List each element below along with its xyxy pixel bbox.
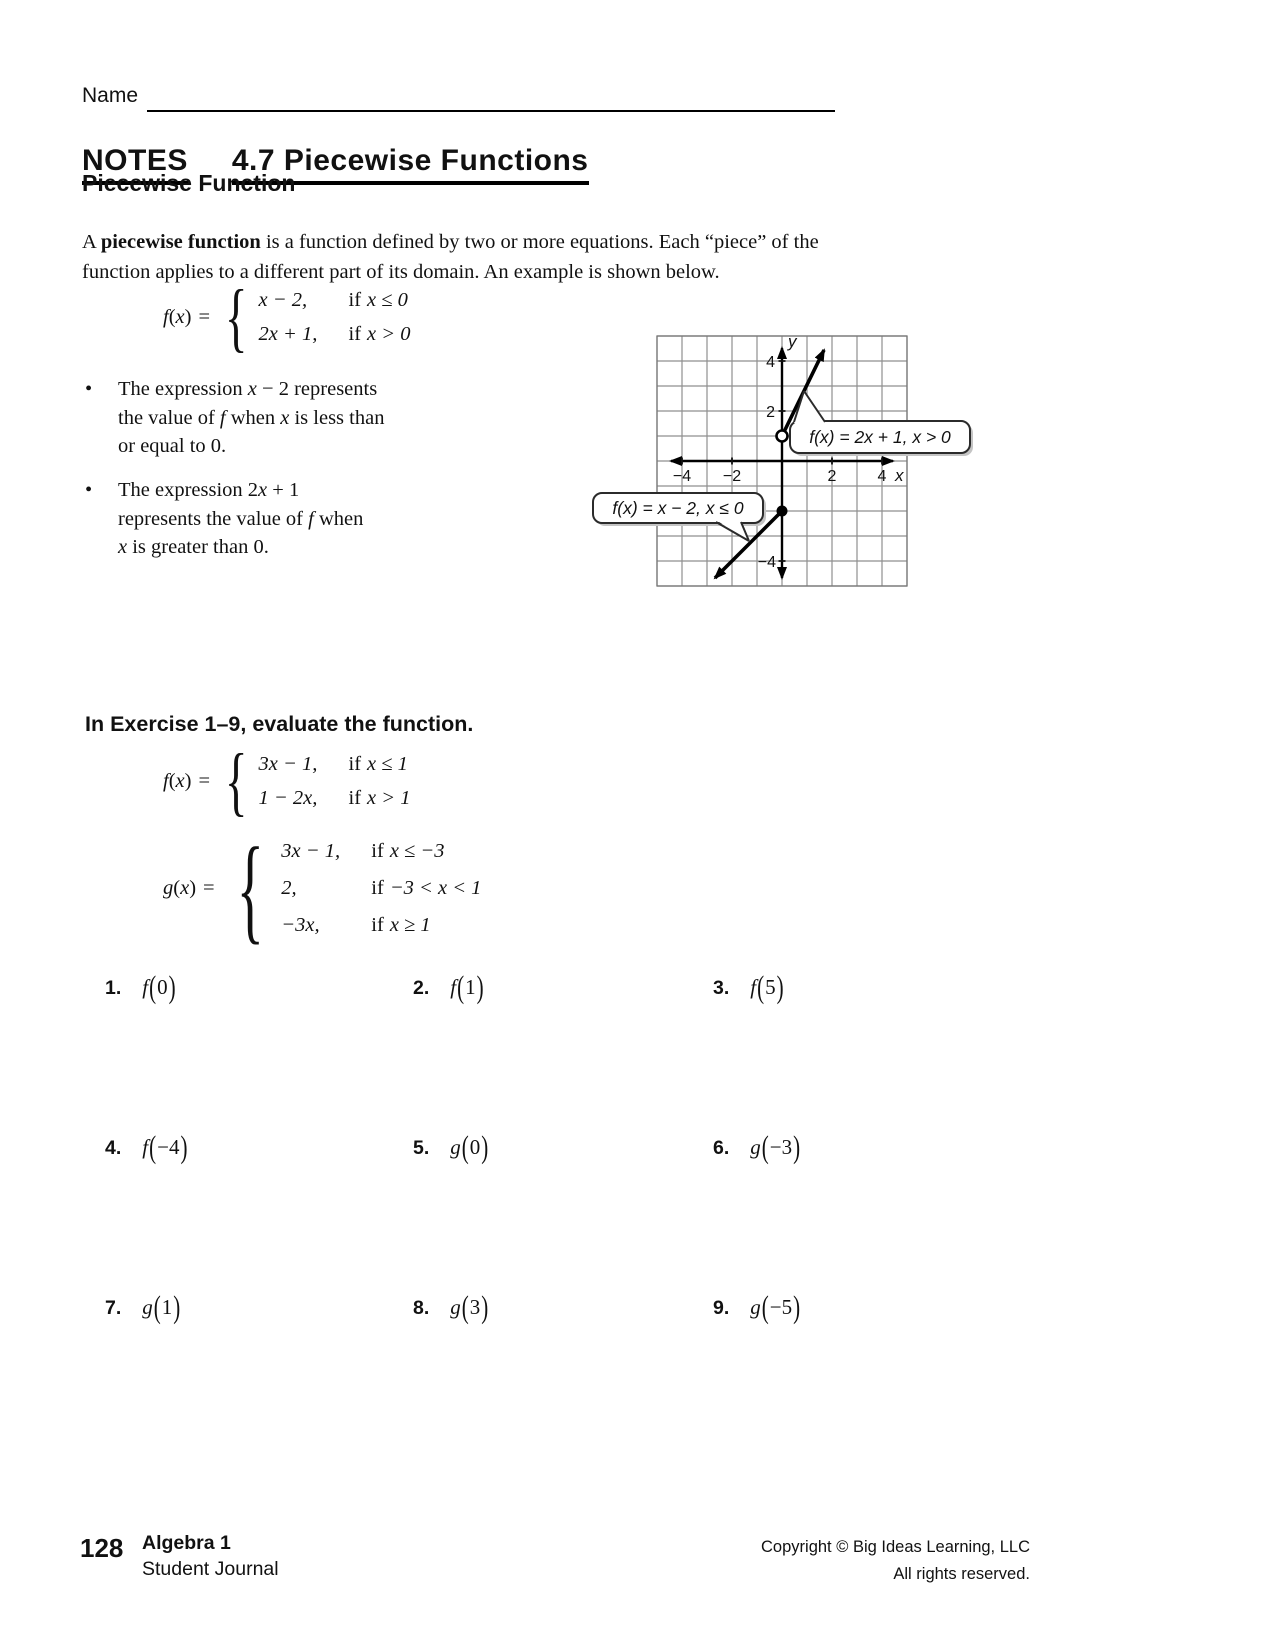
closed-endpoint bbox=[777, 506, 788, 517]
footer-book-title: Algebra 1 bbox=[142, 1532, 231, 1554]
footer-journal: Student Journal bbox=[142, 1558, 279, 1580]
y-axis-label: y bbox=[788, 332, 797, 351]
exercise-item-2: 2. f(1) bbox=[413, 968, 484, 1005]
exercise-item-8: 8. g(3) bbox=[413, 1288, 489, 1325]
case-row: 2x + 1, if x > 0 bbox=[258, 323, 411, 345]
example-piecewise-definition: f(x) = { x − 2, if x ≤ 0 2x + 1, if x > 0 bbox=[163, 274, 411, 360]
intro-text: is a function defined by two or more equations. Each “piece” of the function applies to a different part of its domain. An example is shown below. bbox=[82, 230, 819, 283]
bullet-marker: • bbox=[85, 479, 93, 501]
y-tick-label: −4 bbox=[757, 554, 776, 571]
open-endpoint bbox=[777, 431, 788, 442]
y-tick-label: 4 bbox=[766, 354, 775, 371]
callout-lower-label: f(x) = x − 2, x ≤ 0 bbox=[612, 498, 744, 518]
x-tick-label: −2 bbox=[722, 468, 742, 485]
name-blank-line bbox=[147, 86, 835, 112]
x-tick-label: 4 bbox=[877, 468, 887, 485]
exercise-item-7: 7. g(1) bbox=[105, 1288, 181, 1325]
callout-lower bbox=[593, 493, 766, 541]
case-row: −3x, if x ≥ 1 bbox=[281, 914, 431, 936]
function-lhs: g(x) = bbox=[163, 877, 215, 899]
y-tick-label: 2 bbox=[766, 404, 775, 421]
intro-text: A bbox=[82, 230, 101, 253]
name-label: Name bbox=[82, 84, 139, 107]
x-tick-label: −4 bbox=[672, 468, 692, 485]
intro-paragraph bbox=[82, 227, 870, 287]
exercise-function-g: g(x) = { 3x − 1, if x ≤ −3 2, if −3 < x < 1 −3x, if x ≥ 1 bbox=[163, 821, 482, 955]
page-title-notes: NOTES bbox=[82, 144, 188, 185]
case-row: 2, if −3 < x < 1 bbox=[281, 877, 482, 899]
exercise-item-6: 6. g(−3) bbox=[713, 1128, 801, 1165]
exercise-item-4: 4. f(−4) bbox=[105, 1128, 188, 1165]
exercise-item-3: 3. f(5) bbox=[713, 968, 784, 1005]
exercise-item-9: 9. g(−5) bbox=[713, 1288, 801, 1325]
piecewise-function-graph bbox=[575, 313, 975, 608]
callout-upper-label: f(x) = 2x + 1, x > 0 bbox=[809, 427, 951, 447]
case-row: 3x − 1, if x ≤ 1 bbox=[258, 753, 408, 775]
function-lhs: f(x) = bbox=[163, 305, 211, 328]
case-row: 3x − 1, if x ≤ −3 bbox=[281, 840, 445, 862]
bullet-marker: • bbox=[85, 378, 93, 400]
page-number: 128 bbox=[80, 1533, 124, 1563]
case-row: 1 − 2x, if x > 1 bbox=[258, 787, 411, 809]
exercise-item-1: 1. f(0) bbox=[105, 968, 176, 1005]
intro-bold-term: piecewise function bbox=[100, 230, 261, 253]
subheading: Piecewise Function bbox=[82, 170, 296, 196]
function-lhs: f(x) = bbox=[163, 769, 211, 792]
case-row: x − 2, if x ≤ 0 bbox=[258, 289, 408, 311]
exercise-function-f: f(x) = { 3x − 1, if x ≤ 1 1 − 2x, if x > 1 bbox=[163, 738, 411, 824]
x-tick-label: 2 bbox=[827, 468, 837, 485]
x-axis-label: x bbox=[895, 466, 904, 485]
bullet-item: • The expression x − 2 represents the value of f when x is less than or equal to 0. bbox=[85, 375, 425, 461]
exercise-item-5: 5. g(0) bbox=[413, 1128, 489, 1165]
page-title-section: 4.7 Piecewise Functions bbox=[232, 144, 589, 185]
footer-copyright: Copyright © Big Ideas Learning, LLC All rights reserved. bbox=[761, 1538, 1030, 1583]
bullet-item: • The expression 2x + 1 represents the value of f when x is greater than 0. bbox=[85, 476, 425, 562]
exercises-heading: In Exercise 1–9, evaluate the function. bbox=[85, 712, 474, 736]
